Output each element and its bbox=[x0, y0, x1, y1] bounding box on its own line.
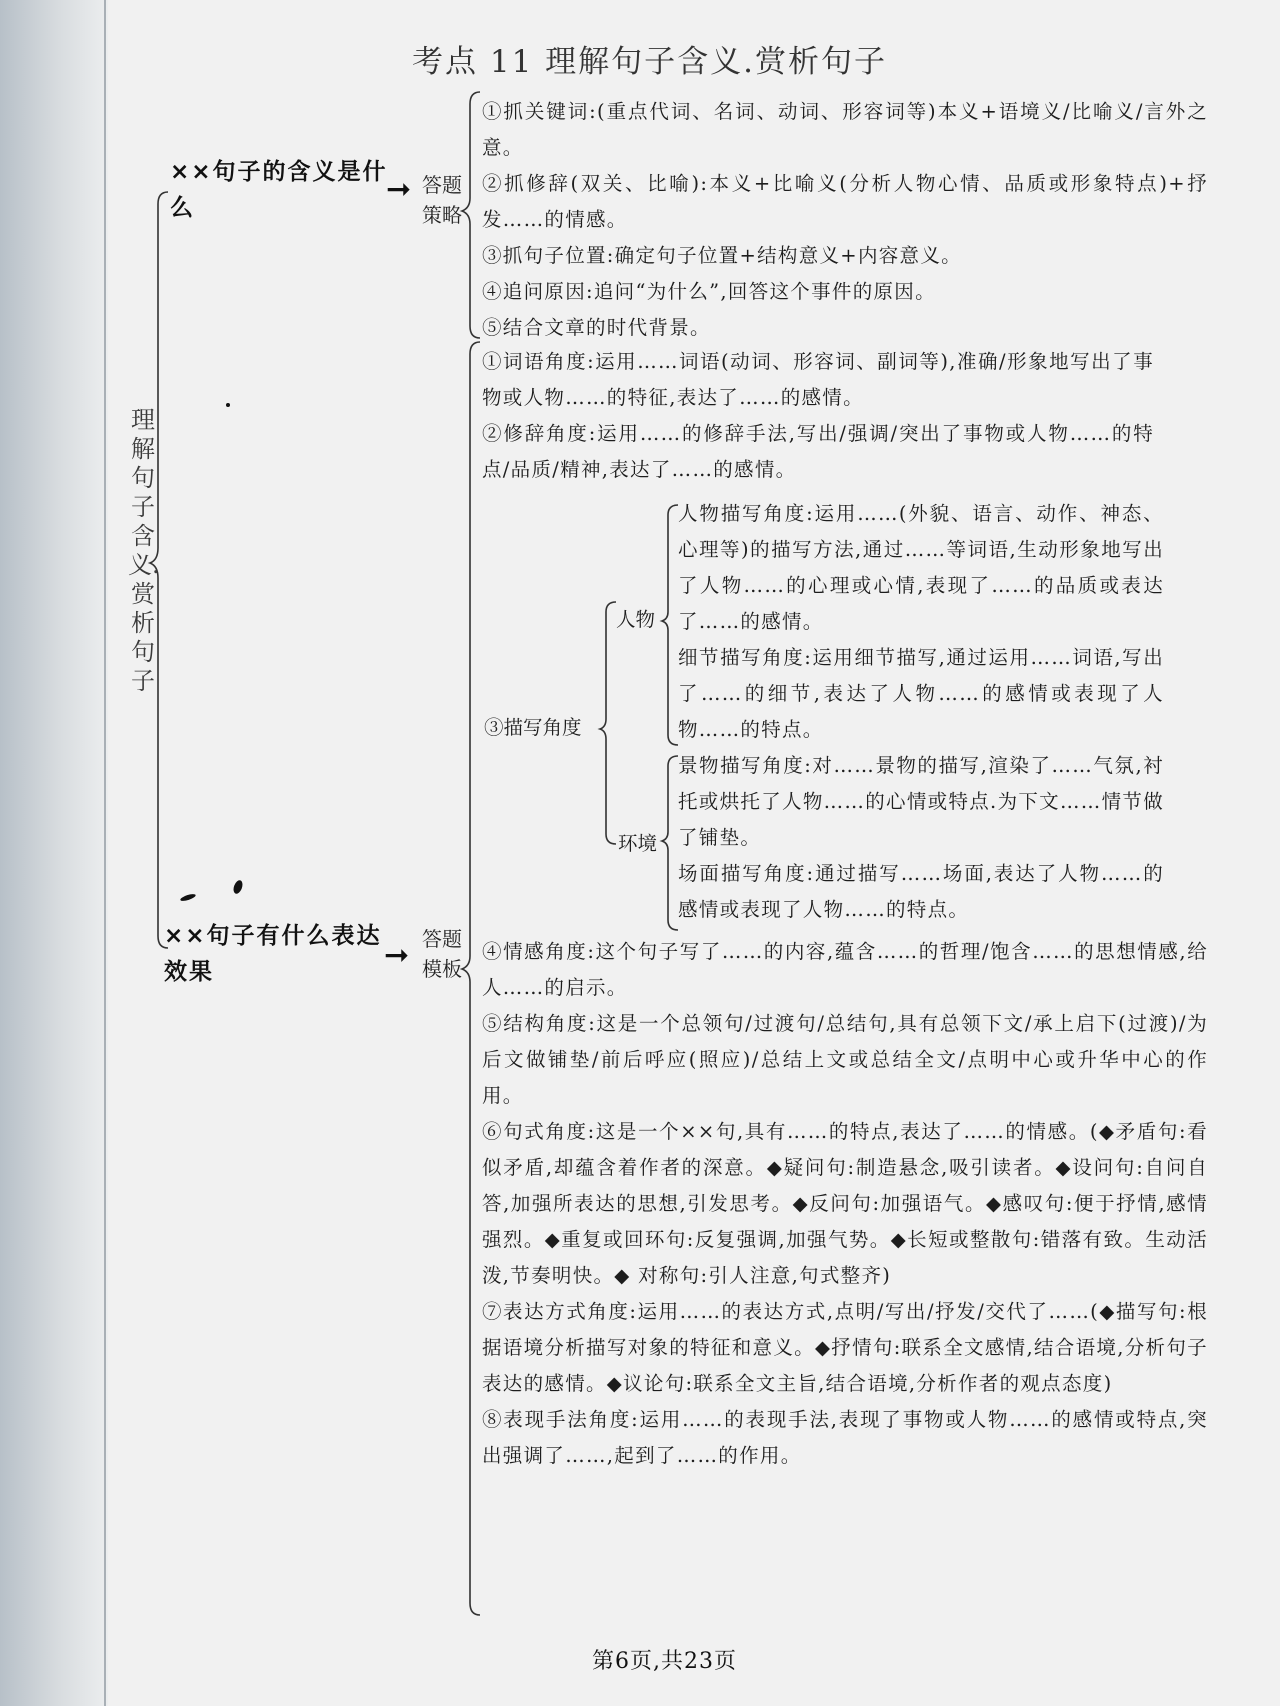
page-title: 考点 11 理解句子含义.赏析句子 bbox=[412, 44, 888, 80]
person-description-list bbox=[678, 496, 1164, 748]
strategy-label: 答题策略 bbox=[422, 173, 462, 227]
detail-description-item: 细节描写角度:运用细节描写,通过运用……词语,写出了……的细节,表达了人物……的感情或表现了人物……的特点。 bbox=[678, 646, 1164, 741]
template-bottom-list bbox=[482, 934, 1208, 1474]
environment-description-list bbox=[678, 748, 1164, 928]
ink-dot bbox=[226, 403, 230, 407]
template-label: 答题模板 bbox=[422, 927, 462, 981]
strategy-item-4: ④追问原因:追问“为什么”,回答这个事件的原因。 bbox=[482, 280, 936, 303]
environment-label: 环境 bbox=[618, 832, 658, 855]
scene-description-item: 场面描写角度:通过描写……场面,表达了人物……的感情或表现了人物……的特点。 bbox=[678, 862, 1164, 921]
vertical-side-title: 理解句子含义.赏析句子 bbox=[128, 406, 160, 695]
arrow-right-icon: ➞ bbox=[386, 172, 412, 207]
template-item-structure: ⑤结构角度:这是一个总领句/过渡句/总结句,具有总领下文/承上启下(过渡)/为后文做铺垫/前后呼应(照应)/总结上文或总结全文/点明中心或升华中心的作用。 bbox=[482, 1012, 1208, 1107]
strategy-item-2: ②抓修辞(双关、比喻):本义+比喻义(分析人物心情、品质或形象特点)+抒发……的情感。 bbox=[482, 172, 1208, 231]
description-bracket bbox=[600, 602, 616, 844]
person-description-item: 人物描写角度:运用……(外貌、语言、动作、神态、心理等)的描写方法,通过……等词语,生动形象地写出了人物……的心理或心情,表现了……的品质或表达了……的感情。 bbox=[678, 502, 1164, 633]
template-item-emotion: ④情感角度:这个句子写了……的内容,蕴含……的哲理/饱含……的思想情感,给人……的启示。 bbox=[482, 940, 1208, 999]
person-label: 人物 bbox=[616, 608, 656, 631]
person-bracket bbox=[662, 505, 678, 745]
strategy-item-5: ⑤结合文章的时代背景。 bbox=[482, 316, 711, 339]
arrow-right-icon: ➞ bbox=[384, 938, 410, 973]
template-item-sentence-form: ⑥句式角度:这是一个××句,具有……的特点,表达了……的情感。(◆矛盾句:看似矛盾,却蕴含着作者的深意。◆疑问句:制造悬念,吸引读者。◆设问句:自问自答,加强所表达的思想,引发思考。◆反问句:加强语气。◆感叹句:便于抒情,感情强烈。◆重复或回环句:反复强调,加强气势。◆长短或整散句:错落有致。生动活泼,节奏明快。◆ 对称句:引人注意,句式整齐) bbox=[482, 1120, 1208, 1287]
strategy-item-1: ①抓关键词:(重点代词、名词、动词、形容词等)本义+语境义/比喻义/言外之意。 bbox=[482, 100, 1208, 159]
question-meaning: ××句子的含义是什么 bbox=[170, 159, 388, 221]
page-number: 第6页,共23页 bbox=[592, 1649, 737, 1674]
strategy-list bbox=[482, 94, 1208, 346]
template-item-rhetoric: ②修辞角度:运用……的修辞手法,写出/强调/突出了事物或人物……的特点/品质/精神,表达了……的感情。 bbox=[482, 422, 1154, 481]
template-item-technique: ⑧表现手法角度:运用……的表现手法,表现了事物或人物……的感情或特点,突出强调了……,起到了……的作用。 bbox=[482, 1408, 1208, 1467]
environment-bracket bbox=[662, 756, 678, 930]
description-label: ③描写角度 bbox=[484, 716, 582, 739]
question-effect: ××句子有什么表达效果 bbox=[164, 923, 382, 985]
strategy-item-3: ③抓句子位置:确定句子位置+结构意义+内容意义。 bbox=[482, 244, 962, 267]
template-top-list bbox=[482, 344, 1154, 488]
template-item-word: ①词语角度:运用……词语(动词、形容词、副词等),准确/形象地写出了事物或人物……的特征,表达了……的感情。 bbox=[482, 350, 1154, 409]
scenery-description-item: 景物描写角度:对……景物的描写,渲染了……气氛,衬托或烘托了人物……的心情或特点.为下文……情节做了铺垫。 bbox=[678, 754, 1164, 849]
template-item-expression: ⑦表达方式角度:运用……的表达方式,点明/写出/抒发/交代了……(◆描写句:根据语境分析描写对象的特征和意义。◆抒情句:联系全文感情,结合语境,分析句子表达的感情。◆议论句:联系全文主旨,结合语境,分析作者的观点态度) bbox=[482, 1300, 1208, 1395]
